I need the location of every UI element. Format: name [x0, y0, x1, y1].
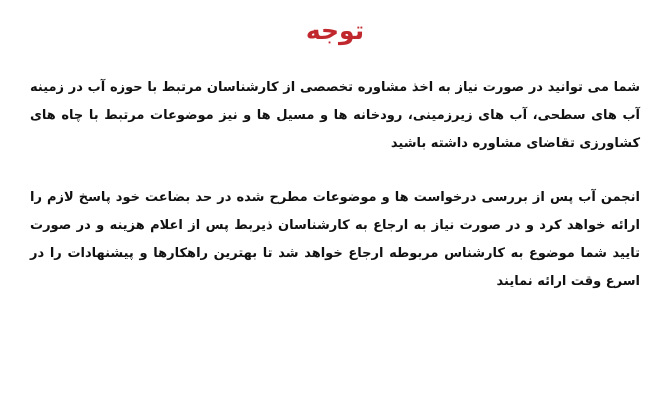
notice-body	[30, 74, 640, 296]
notice-title: توجه	[305, 16, 365, 45]
notice-paragraph-consultation: شما می توانید در صورت نیاز به اخذ مشاوره تخصصی از کارشناسان مرتبط با حوزه آب در زمینه آب های سطحی، آب های زیرزمینی، رودخانه ها و مسیل ها و نیز موضوعات مرتبط با چاه های کشاورزی تقاضای مشاوره داشته باشید	[30, 80, 640, 151]
notice-paragraph-process: انجمن آب پس از بررسی درخواست ها و موضوعات مطرح شده در حد بضاعت خود پاسخ لازم را ارائه خواهد کرد و در صورت نیاز به ارجاع به کارشناسان ذیربط پس از اعلام هزینه و در صورت تایید شما موضوع به کارشناس مربوطه ارجاع خواهد شد تا بهترین راهکارها و پیشنهادات را در اسرع وقت ارائه نمایند	[30, 190, 640, 289]
